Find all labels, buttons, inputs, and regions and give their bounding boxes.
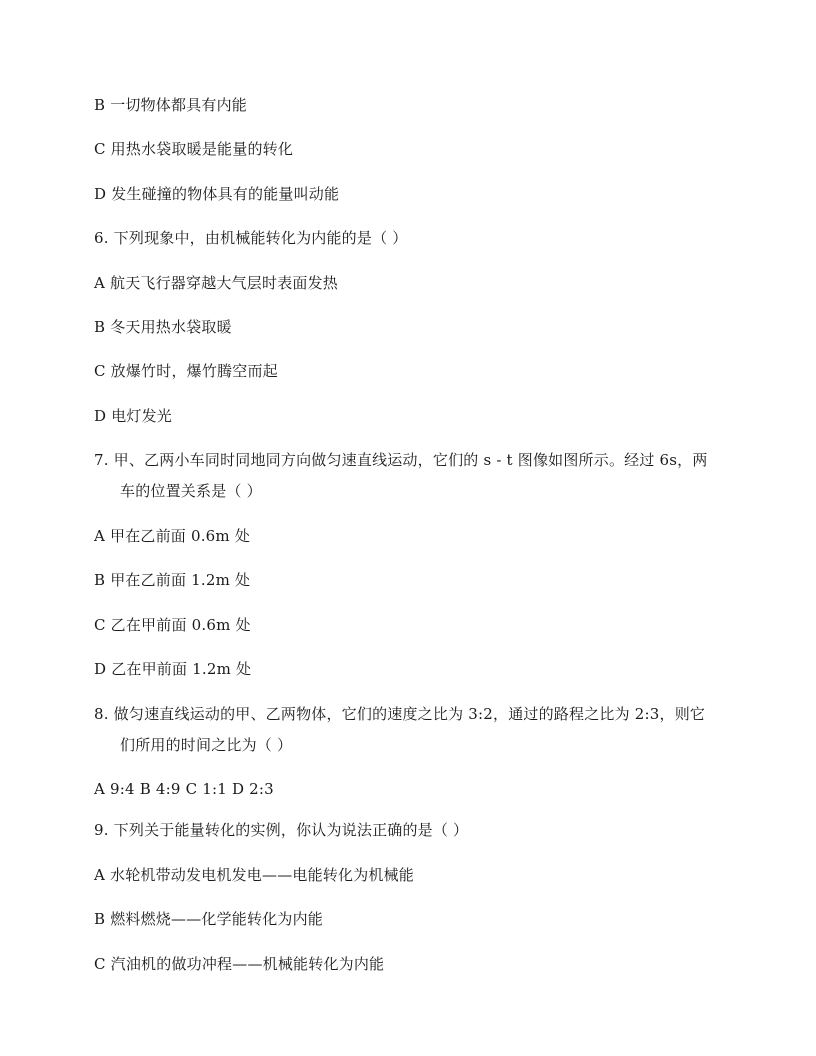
q6-option-b: B 冬天用热水袋取暖 — [94, 318, 232, 336]
q7-option-d: D 乙在甲前面 1.2m 处 — [94, 660, 252, 678]
question-7-continued: 车的位置关系是（ ） — [120, 482, 262, 500]
q8-options: A 9:4 B 4:9 C 1:1 D 2:3 — [94, 780, 274, 798]
q9-option-c: C 汽油机的做功冲程——机械能转化为内能 — [94, 955, 385, 973]
q7-option-b: B 甲在乙前面 1.2m 处 — [94, 571, 251, 589]
q5-option-b: B 一切物体都具有内能 — [94, 96, 247, 114]
q6-option-c: C 放爆竹时，爆竹腾空而起 — [94, 362, 278, 380]
question-8-continued: 们所用的时间之比为（ ） — [120, 736, 293, 754]
q9-option-b: B 燃料燃烧——化学能转化为内能 — [94, 910, 323, 928]
q6-option-a: A 航天飞行器穿越大气层时表面发热 — [94, 274, 339, 292]
question-7: 7. 甲、乙两小车同时同地同方向做匀速直线运动，它们的 s - t 图像如图所示。经过 6s，两 — [94, 451, 708, 469]
question-9: 9. 下列关于能量转化的实例，你认为说法正确的是（ ） — [94, 821, 469, 839]
question-8: 8. 做匀速直线运动的甲、乙两物体，它们的速度之比为 3:2，通过的路程之比为 2:3，则它 — [94, 705, 706, 723]
q7-option-c: C 乙在甲前面 0.6m 处 — [94, 616, 251, 634]
q9-option-a: A 水轮机带动发电机发电——电能转化为机械能 — [94, 866, 415, 884]
q5-option-d: D 发生碰撞的物体具有的能量叫动能 — [94, 185, 340, 203]
question-6: 6. 下列现象中，由机械能转化为内能的是（ ） — [94, 229, 408, 247]
q6-option-d: D 电灯发光 — [94, 407, 172, 425]
q7-option-a: A 甲在乙前面 0.6m 处 — [94, 527, 251, 545]
q5-option-c: C 用热水袋取暖是能量的转化 — [94, 140, 294, 158]
